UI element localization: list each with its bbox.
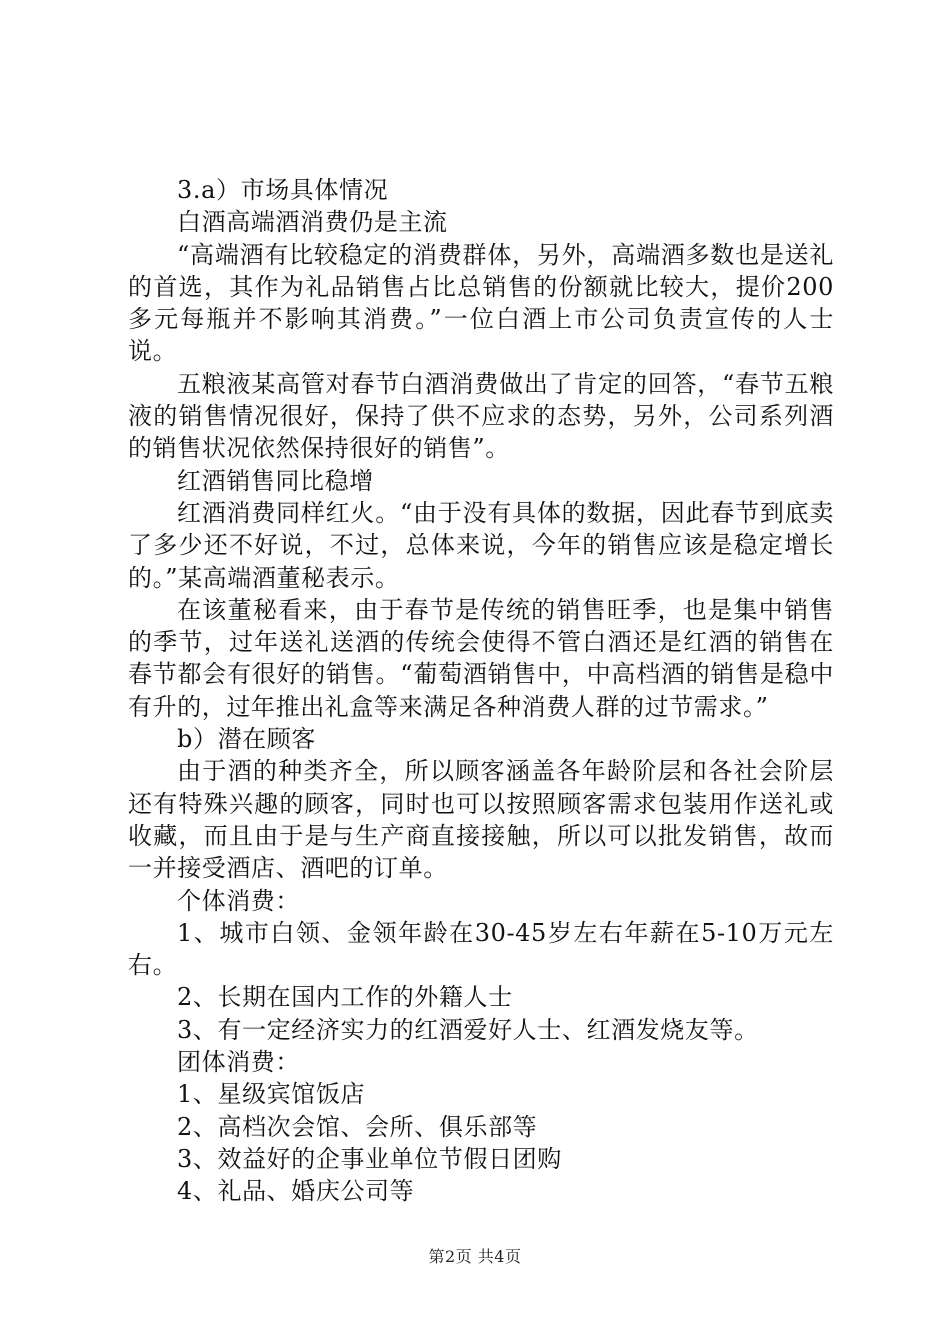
list-item: 1、星级宾馆饭店 (177, 1080, 366, 1109)
list-item: 2、长期在国内工作的外籍人士 (177, 983, 513, 1012)
list-item: 3、有一定经济实力的红酒爱好人士、红酒发烧友等。 (177, 1015, 759, 1044)
page-footer (0, 1244, 950, 1267)
subheading: 白酒高端酒消费仍是主流 (177, 208, 448, 237)
document-body (128, 174, 834, 1208)
list-item: 4、礼品、婚庆公司等 (177, 1177, 415, 1206)
list-item: 1、城市白领、金领年龄在30-45岁左右年薪在5-10万元左右。 (128, 918, 834, 980)
list-item: 3、效益好的企事业单位节假日团购 (177, 1144, 562, 1173)
paragraph: “高端酒有比较稳定的消费群体，另外，高端酒多数也是送礼的首选，其作为礼品销售占比总销售的份额就比较大，提价200多元每瓶并不影响其消费。”一位白酒上市公司负责宣传的人士说。 (128, 240, 834, 366)
paragraph: 红酒消费同样红火。“由于没有具体的数据，因此春节到底卖了多少还不好说，不过，总体来说，今年的销售应该是稳定增长的。”某高端酒董秘表示。 (128, 498, 834, 592)
section-heading: b）潜在顾客 (177, 725, 316, 754)
subheading: 红酒销售同比稳增 (177, 466, 374, 495)
paragraph: 五粮液某高管对春节白酒消费做出了肯定的回答，“春节五粮液的销售情况很好，保持了供不应求的态势，另外，公司系列酒的销售状况依然保持很好的销售”。 (128, 369, 834, 463)
subheading: 个体消费： (177, 886, 300, 915)
paragraph: 在该董秘看来，由于春节是传统的销售旺季，也是集中销售的季节，过年送礼送酒的传统会使得不管白酒还是红酒的销售在春节都会有很好的销售。“葡萄酒销售中，中高档酒的销售是稳中有升的，过年推出礼盒等来满足各种消费人群的过节需求。” (128, 595, 834, 721)
list-item: 2、高档次会馆、会所、俱乐部等 (177, 1112, 538, 1141)
paragraph: 由于酒的种类齐全，所以顾客涵盖各年龄阶层和各社会阶层还有特殊兴趣的顾客，同时也可以按照顾客需求包装用作送礼或收藏，而且由于是与生产商直接接触，所以可以批发销售，故而一并接受酒店、酒吧的订单。 (128, 757, 834, 883)
page-number-label: 第2页 共4页 (428, 1247, 522, 1266)
section-heading: 3.a）市场具体情况 (177, 176, 389, 204)
subheading: 团体消费： (177, 1048, 300, 1077)
